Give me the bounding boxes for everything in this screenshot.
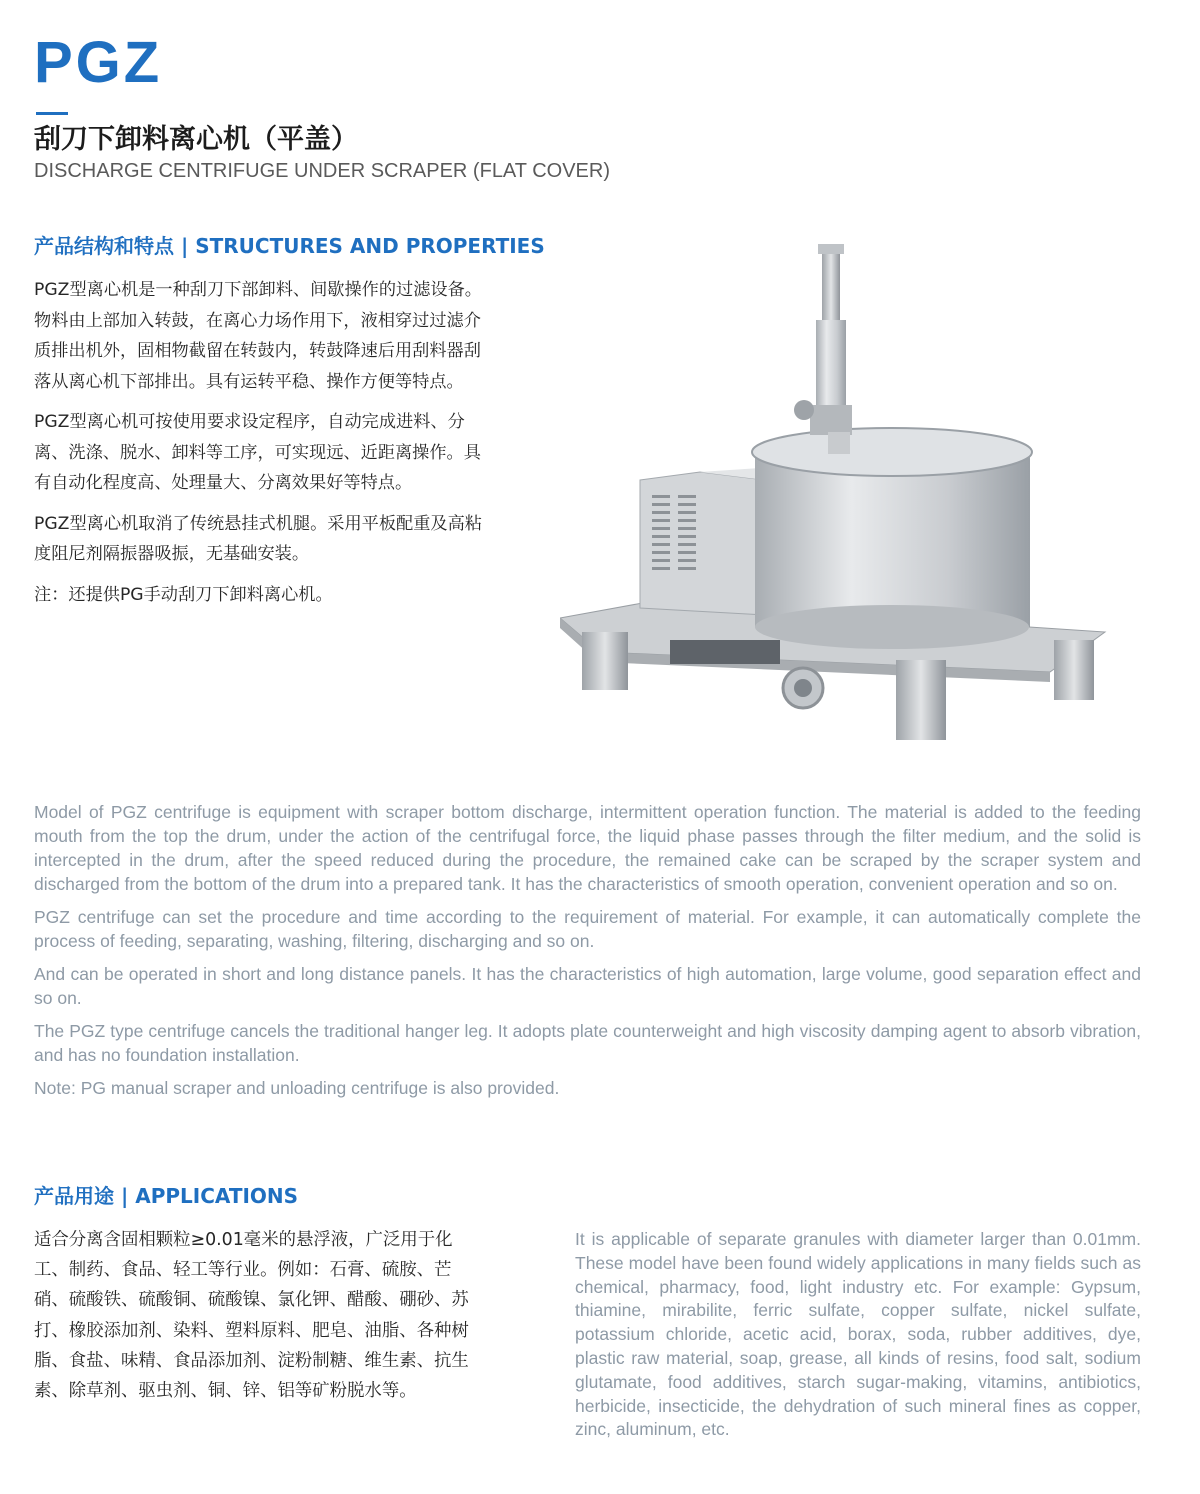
- title-divider: [36, 112, 68, 115]
- drum-body: [755, 452, 1030, 627]
- structures-en-block: [34, 800, 1141, 1109]
- structures-en-paragraph: Model of PGZ centrifuge is equipment with scraper bottom discharge, intermittent operation function. The material is added to the feeding mouth from the top the drum, under the action of the centrifugal force, the liquid phase passes through the filter medium, and the solid is intercepted in the drum, after the speed reduced during the procedure, the remained cake can be scraped by the scraper system and discharged from the bottom of the drum into a prepared tank. It has the characteristics of smooth operation, convenient operation and so on.: [34, 802, 1141, 894]
- applications-heading: 产品用途 | APPLICATIONS: [34, 1184, 299, 1208]
- applications-en-text: It is applicable of separate granules with diameter larger than 0.01mm. These model have been found widely applications in many fields such as chemical, pharmacy, food, light industry etc. For example: Gypsum, thiamine, mirabilite, ferric sulfate, copper sulfate, nickel sulfate, potassium chloride, acetic acid, borax, soda, rubber additives, dye, plastic raw material, soap, grease, all kinds of resins, food salt, sodium glutamate, food additives, starch sugar-making, vitamins, antibiotics, herbicide, insecticide, the dehydration of such mineral fines as copper, zinc, aluminum, etc.: [575, 1229, 1141, 1440]
- structures-cn-paragraph: PGZ型离心机是一种刮刀下部卸料、间歇操作的过滤设备。物料由上部加入转鼓，在离心力场作用下，液相穿过过滤介质排出机外，固相物截留在转鼓内，转鼓降速后用刮料器刮落从离心机下部排出。具有运转平稳、操作方便等特点。: [34, 280, 482, 392]
- structures-heading: 产品结构和特点 | STRUCTURES AND PROPERTIES: [34, 234, 545, 258]
- structures-cn-note: 注：还提供PG手动刮刀下卸料离心机。: [34, 584, 333, 605]
- structures-en-paragraph: PGZ centrifuge can set the procedure and time according to the requirement of material. For example, it can automatically complete the process of feeding, separating, washing, filtering, discharging and so on.: [34, 907, 1141, 951]
- structures-en-paragraph: And can be operated in short and long distance panels. It has the characteristics of high automation, large volume, good separation effect and so on.: [34, 964, 1141, 1008]
- leg-front-left: [582, 632, 628, 690]
- centrifuge-machine-illustration: [560, 240, 1150, 760]
- structures-en-note: Note: PG manual scraper and unloading centrifuge is also provided.: [34, 1078, 560, 1098]
- structures-cn-block: [34, 275, 486, 620]
- leg-front-right: [896, 660, 946, 740]
- structures-cn-paragraph: PGZ型离心机取消了传统悬挂式机腿。采用平板配重及高粘度阻尼剂隔振器吸振，无基础安装。: [34, 513, 482, 564]
- page-title-cn: 刮刀下卸料离心机（平盖）: [34, 124, 358, 155]
- structures-en-paragraph: The PGZ type centrifuge cancels the traditional hanger leg. It adopts plate counterweight and high viscosity damping agent to absorb vibration, and has no foundation installation.: [34, 1021, 1141, 1065]
- structures-cn-paragraph: PGZ型离心机可按使用要求设定程序，自动完成进料、分离、洗涤、脱水、卸料等工序，可实现远、近距离操作。具有自动化程度高、处理量大、分离效果好等特点。: [34, 412, 481, 493]
- leg-back-right: [1054, 640, 1094, 700]
- page-title-en: DISCHARGE CENTRIFUGE UNDER SCRAPER (FLAT COVER): [34, 160, 610, 182]
- model-code: PGZ: [34, 30, 163, 95]
- applications-cn-text: 适合分离含固相颗粒≥0.01毫米的悬浮液，广泛用于化工、制药、食品、轻工等行业。例如：石膏、硫胺、芒硝、硫酸铁、硫酸铜、硫酸镍、氯化钾、醋酸、硼砂、苏打、橡胶添加剂、染料、塑料原料、肥皂、油脂、各种树脂、食盐、味精、食品添加剂、淀粉制糖、维生素、抗生素、除草剂、驱虫剂、铜、锌、铝等矿粉脱水等。: [34, 1230, 469, 1402]
